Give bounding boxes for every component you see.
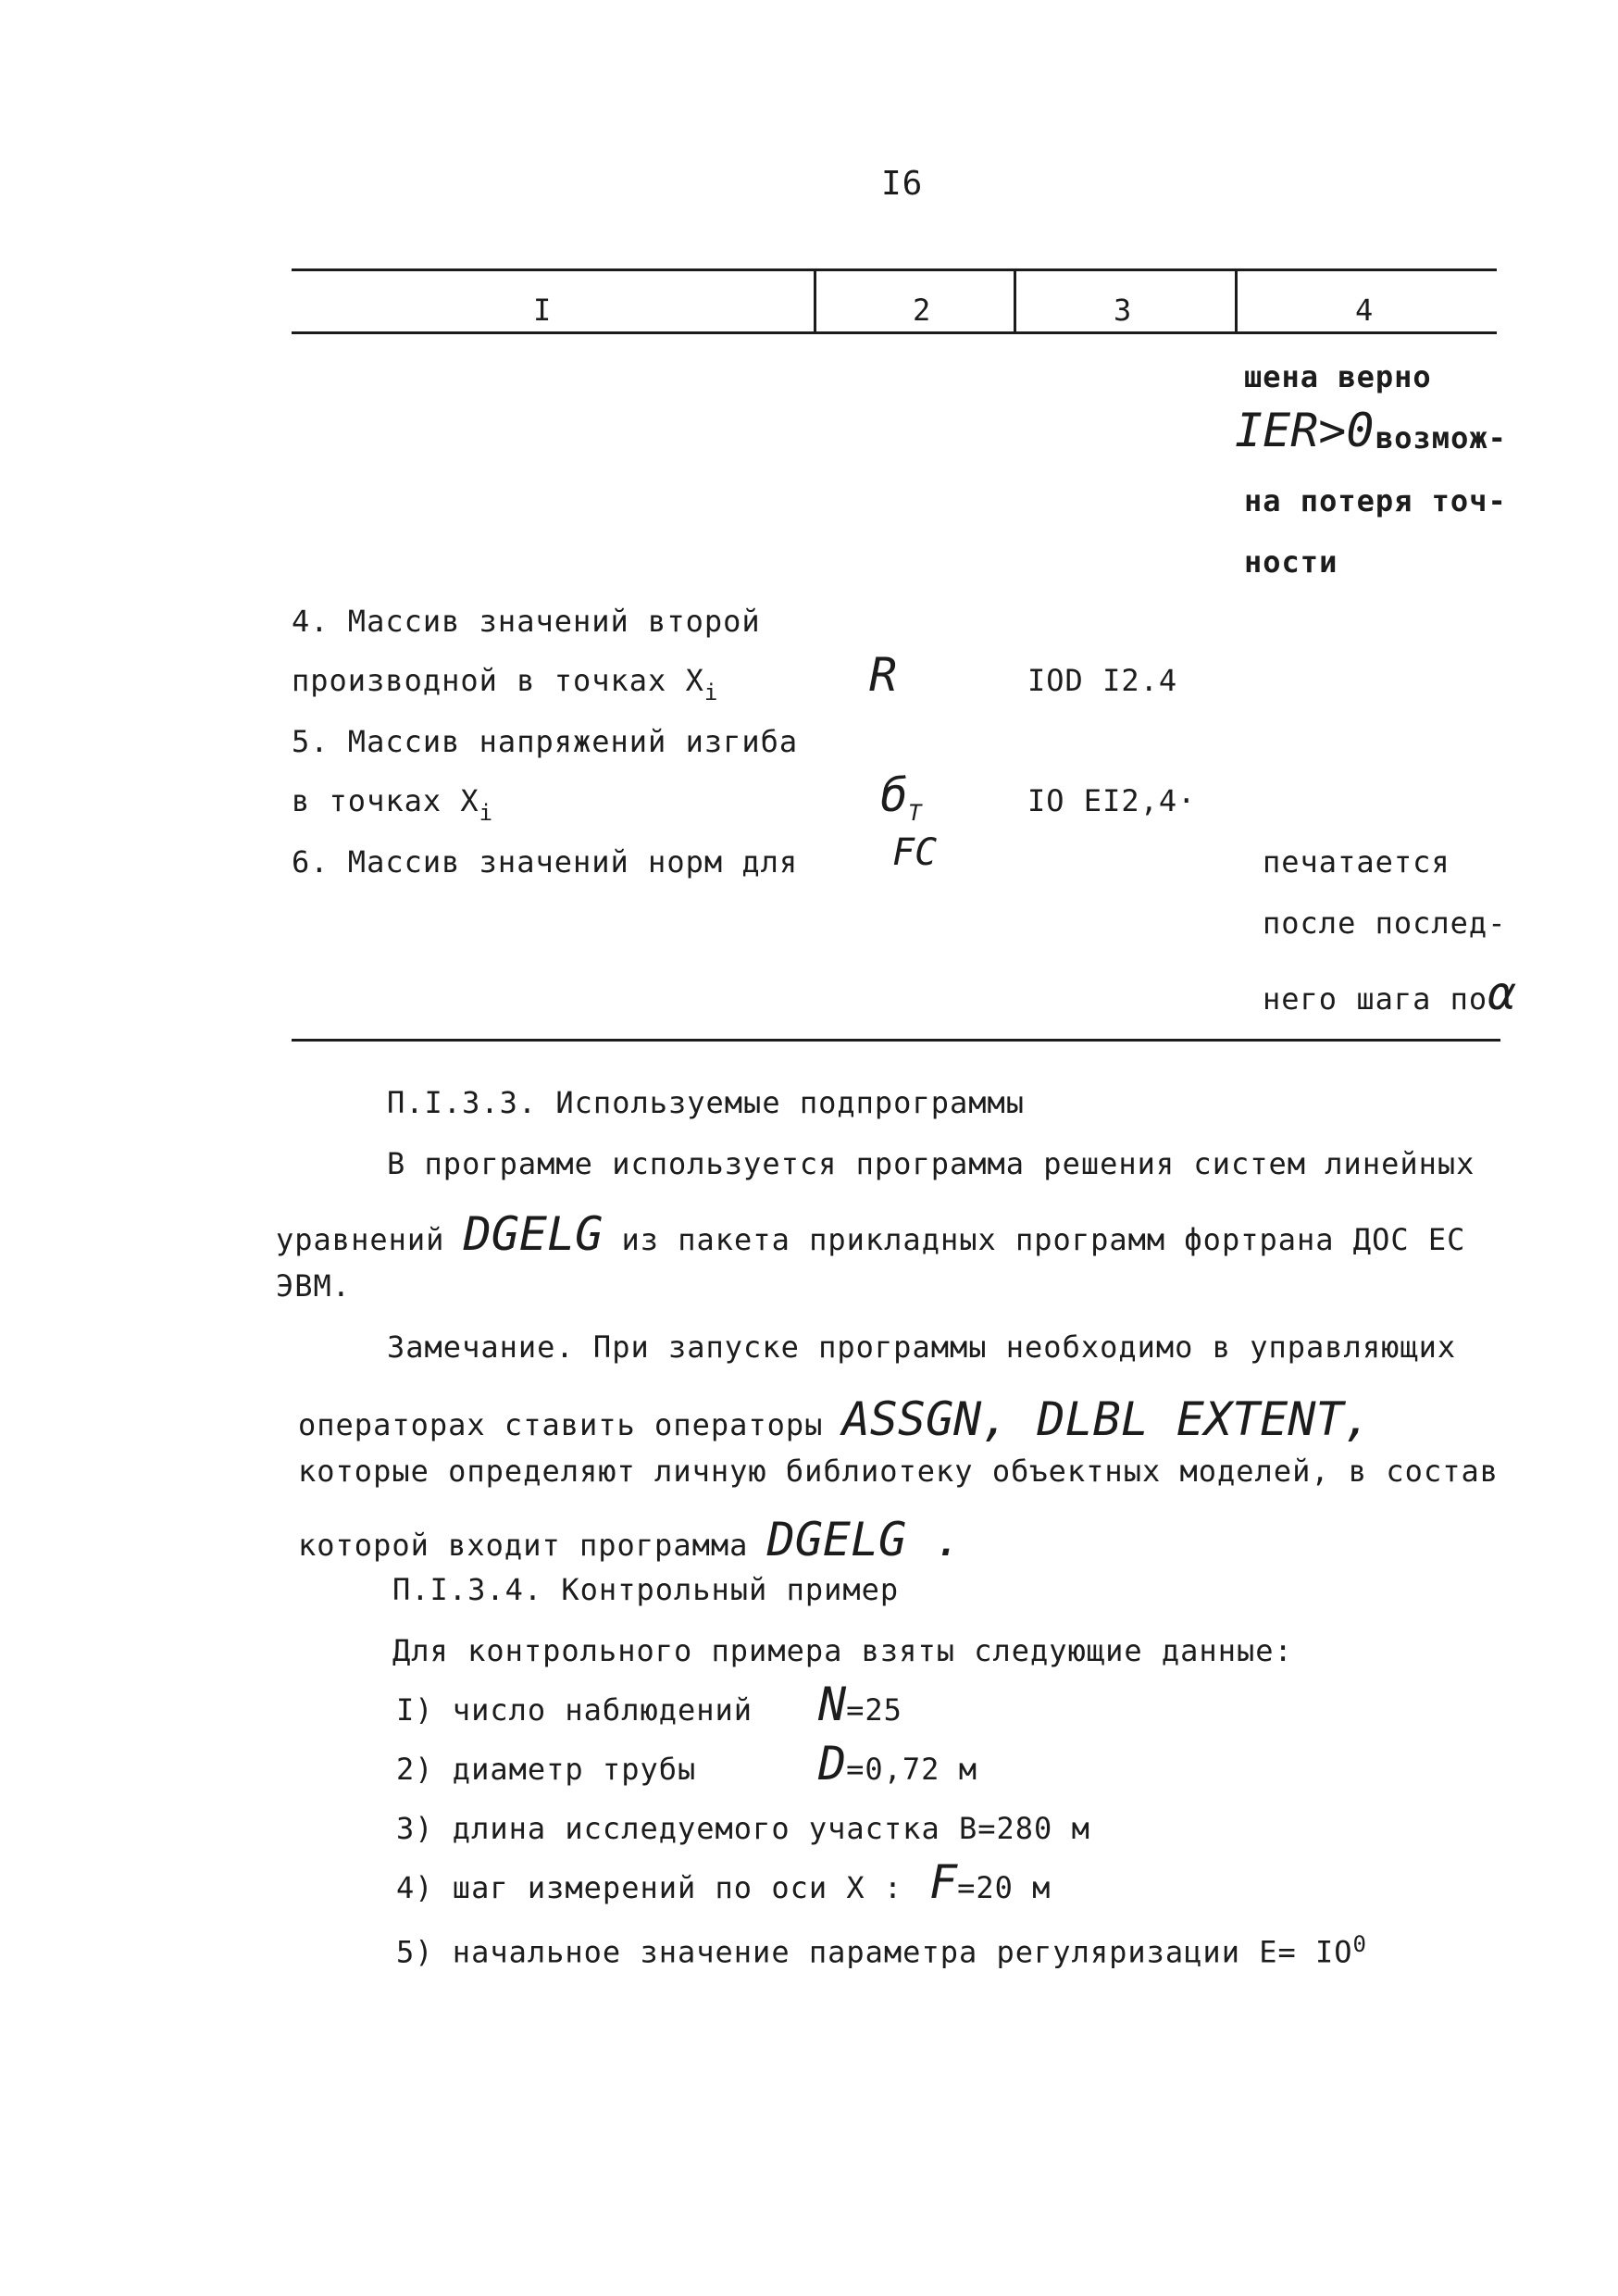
code-operators: ASSGN, DLBL EXTENT, [841,1392,1372,1446]
list-item-value: D=0,72 м [818,1737,977,1791]
code-dgelg: DGELG [463,1207,604,1261]
list-item: 5) начальное значение параметра регуляризации $Е= IO^0$ [396,1931,1367,1970]
row-6-symbol: FC [892,831,938,874]
row-5-line-1: 5. Массив напряжений изгиба [292,724,799,759]
code-dgelg: DGELG . [766,1513,963,1566]
column-header-1: I [533,293,553,328]
list-item-value: F=20 м [929,1855,1052,1909]
paragraph-line: уравнений DGELG из пакета прикладных программ фортрана ДОС ЕС [276,1207,1466,1261]
list-item: 3) длина исследуемого участка В=280 м [396,1811,1090,1846]
paragraph-line: которые определяют личную библиотеку объектных моделей, в состав [298,1454,1499,1489]
note-line: на потеря точ- [1244,483,1507,518]
paragraph-line: операторах ставить операторы ASSGN, DLBL EXTENT, [298,1392,1372,1446]
list-item-value: N=25 [818,1678,902,1731]
note-line: возмож- [1375,420,1507,455]
section-heading: П.I.3.3. Используемые подпрограммы [387,1085,1026,1120]
column-divider [1235,268,1238,331]
page-number: I6 [881,165,924,203]
paragraph-line: Для контрольного примера взяты следующие данные: [392,1633,1293,1668]
section-heading: П.I.3.4. Контрольный пример [392,1572,900,1607]
row-6-note: печатается [1263,844,1450,880]
note-line: ности [1244,544,1338,580]
row-6-note: него шага поα [1263,967,1516,1020]
list-item: 4) шаг измерений по оси X : [396,1870,903,1905]
row-5-line-2: в точках $X_i$ [292,783,494,826]
row-6-note: после послед- [1263,905,1507,941]
column-divider [814,268,816,331]
row-6-line-1: 6. Массив значений норм для [292,844,799,880]
paragraph-line: которой входит программа DGELG . [298,1513,963,1566]
note-code: IER>0 [1235,404,1375,457]
column-divider [1014,268,1016,331]
table-bottom-rule [292,1039,1500,1042]
paragraph-line: В программе используется программа решения систем линейных [387,1146,1475,1181]
row-4-format: IOD I2.4 [1027,663,1178,698]
list-item: I) число наблюдений [396,1692,753,1728]
column-header-4: 4 [1355,293,1375,328]
row-4-symbol: R [869,648,898,702]
note-line: шена верно [1244,359,1432,394]
list-item: 2) диаметр трубы [396,1752,697,1787]
paragraph-line: Замечание. При запуске программы необходимо в управляющих [387,1329,1457,1365]
row-4-line-1: 4. Массив значений второй [292,604,761,639]
paragraph-line: ЭВМ. [276,1268,352,1304]
column-header-2: 2 [913,293,932,328]
row-4-line-2: производной в точках $X_i$ [292,663,719,705]
row-5-format: IO EI2,4· [1027,783,1197,818]
table-header-rule [292,331,1497,334]
column-header-3: 3 [1114,293,1133,328]
row-5-symbol: $б_T$ [880,768,922,826]
table-top-rule [292,268,1497,271]
